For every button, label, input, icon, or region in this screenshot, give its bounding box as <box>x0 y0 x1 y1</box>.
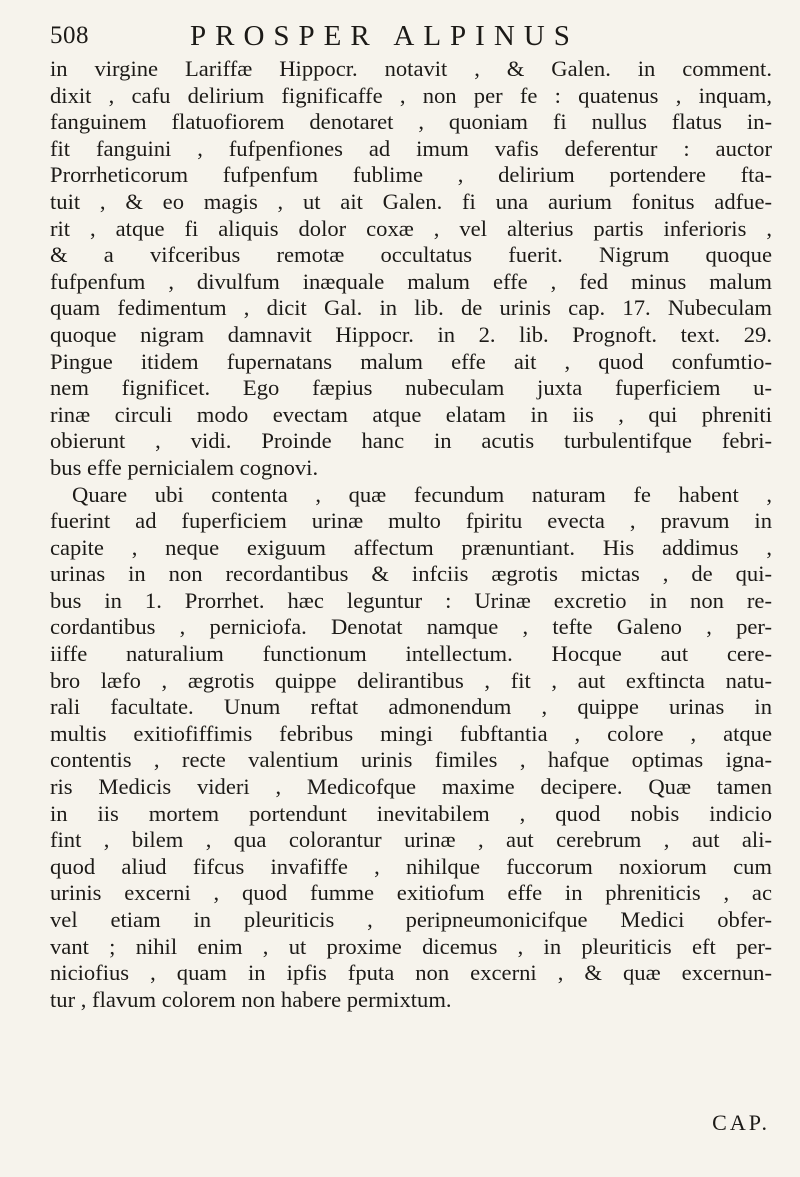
text-line: bro læfo , ægrotis quippe delirantibus , fit , aut exftincta natu- <box>50 667 772 693</box>
text-line: rali facultate. Unum reftat admonendum , quippe urinas in <box>50 694 772 720</box>
text-line: fuerint ad fuperficiem urinæ multo fpiritu evecta , pravum in <box>50 508 772 534</box>
text-line: vant ; nihil enim , ut proxime dicemus , in pleuriticis eft per- <box>50 933 772 959</box>
text-line: in iis mortem portendunt inevitabilem , quod nobis indicio <box>50 800 772 826</box>
text-line: capite , neque exiguum affectum prænuntiant. His addimus , <box>50 534 772 560</box>
running-head: PROSPER ALPINUS <box>190 20 579 52</box>
text-line: bus in 1. Prorrhet. hæc leguntur : Urinæ excretio in non re- <box>50 587 772 613</box>
text-line: & a vifceribus remotæ occultatus fuerit. Nigrum quoque <box>50 242 772 268</box>
text-line: quam fedimentum , dicit Gal. in lib. de urinis cap. 17. Nubeculam <box>50 295 772 321</box>
text-line: fanguinem flatuofiorem denotaret , quoniam fi nullus flatus in- <box>50 109 772 135</box>
text-line: in virgine Lariffæ Hippocr. notavit , & Galen. in comment. <box>50 56 772 81</box>
text-line: tuit , & eo magis , ut ait Galen. fi una aurium fonitus adfue- <box>50 188 772 214</box>
text-line: urinas in non recordantibus & infciis ægrotis mictas , de qui- <box>50 561 772 587</box>
text-line: bus effe pernicialem cognovi. <box>50 454 319 480</box>
text-line: niciofius , quam in ipfis fputa non excerni , & quæ excernun- <box>50 960 772 986</box>
text-line: iiffe naturalium functionum intellectum. Hocque aut cere- <box>50 641 772 667</box>
page-number: 508 <box>50 22 89 49</box>
text-line: rinæ circuli modo evectam atque elatam in iis , qui phreniti <box>50 401 772 427</box>
text-line: quoque nigram damnavit Hippocr. in 2. lib. Prognoft. text. 29. <box>50 321 772 347</box>
text-line: Pingue itidem fupernatans malum effe ait , quod confumtio- <box>50 348 772 374</box>
text-line: quod aliud fifcus invafiffe , nihilque fuccorum noxiorum cum <box>50 853 772 879</box>
text-line: nem fignificet. Ego fæpius nubeculam juxta fuperficiem u- <box>50 375 772 401</box>
text-line: fufpenfum , divulfum inæquale malum effe , fed minus malum <box>50 268 772 294</box>
text-line: vel etiam in pleuriticis , peripneumonicifque Medici obfer- <box>50 907 772 932</box>
text-line: urinis excerni , quod fumme exitiofum effe in phreniticis , ac <box>50 880 772 906</box>
page-header <box>50 20 772 54</box>
text-line: tur , flavum colorem non habere permixtum. <box>50 986 452 1012</box>
catchword: CAP. <box>712 1110 770 1135</box>
text-line: contentis , recte valentium urinis fimiles , hafque optimas igna- <box>50 747 772 773</box>
text-line: multis exitiofiffimis febribus mingi fubftantia , colore , atque <box>50 720 772 746</box>
text-line: fint , bilem , qua colorantur urinæ , aut cerebrum , aut ali- <box>50 827 772 853</box>
text-line: fit fanguini , fufpenfiones ad imum vafis deferentur : auctor <box>50 135 772 161</box>
text-line: rit , atque fi aliquis dolor coxæ , vel alterius partis inferioris , <box>50 215 772 241</box>
body-text <box>50 56 772 1013</box>
text-line: dixit , cafu delirium fignificaffe , non per fe : quatenus , inquam, <box>50 82 772 108</box>
text-line: Quare ubi contenta , quæ fecundum naturam fe habent , <box>72 481 772 507</box>
text-line: cordantibus , perniciofa. Denotat namque , tefte Galeno , per- <box>50 614 772 640</box>
text-line: Prorrheticorum fufpenfum fublime , delirium portendere fta- <box>50 162 772 188</box>
book-page <box>50 20 772 1160</box>
text-line: ris Medicis videri , Medicofque maxime decipere. Quæ tamen <box>50 774 772 800</box>
text-line: obierunt , vidi. Proinde hanc in acutis turbulentifque febri- <box>50 428 772 454</box>
